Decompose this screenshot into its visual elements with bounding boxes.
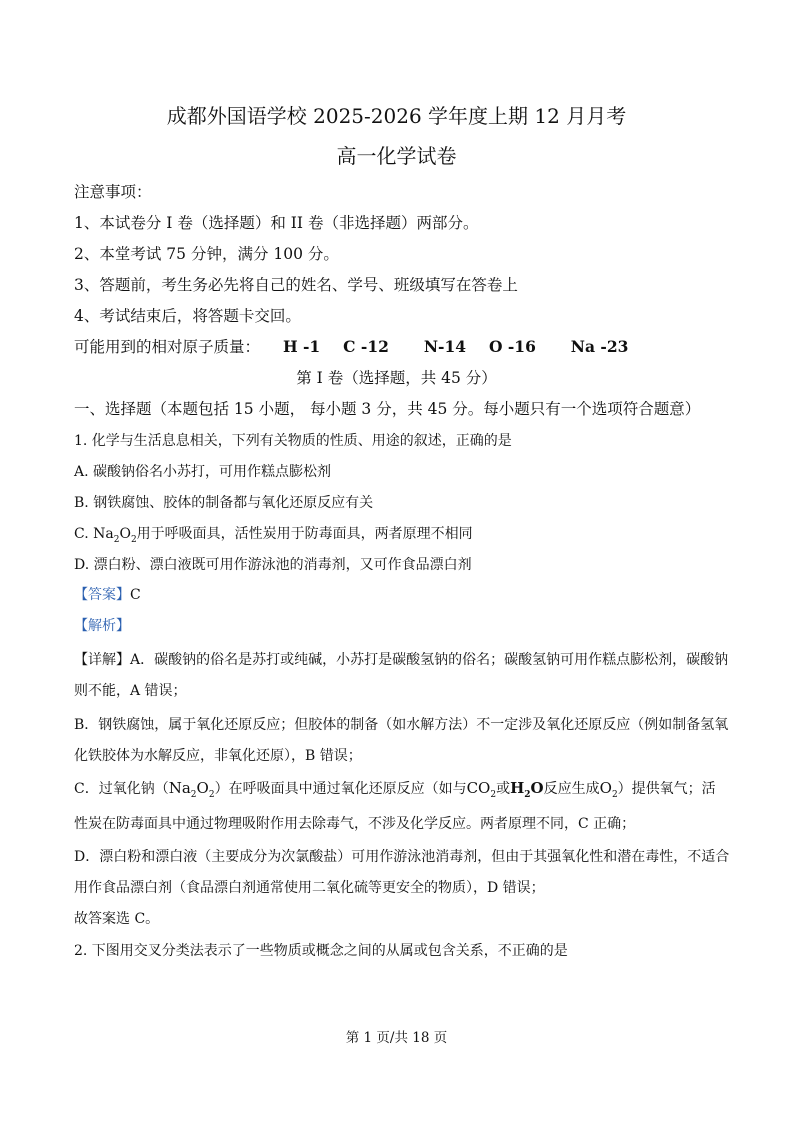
q1-option-d: D. 漂白粉、漂白液既可用作游泳池的消毒剂，又可作食品漂白剂 [74,557,472,573]
exam-subtitle: 高一化学试卷 [336,144,457,168]
notice-item-3: 3、答题前，考生务必先将自己的姓名、学号、班级填写在答卷上 [74,276,518,294]
q2-stem: 2. 下图用交叉分类法表示了一些物质或概念之间的从属或包含关系，不正确的是 [74,943,568,959]
atomic-mass-n: N-14 [423,337,467,356]
exam-title: 成都外国语学校 2025-2026 学年度上期 12 月月考 [166,104,627,128]
analysis-tag: 【解析】 [74,618,130,634]
q1-option-c-sub2: 2 [130,534,137,545]
formula-sub5: 2 [611,790,618,800]
q1-answer [74,584,141,604]
formula-o2-o: O [599,779,612,797]
formula-h2o [510,779,544,800]
q1-option-c-text: 用于呼吸面具，活性炭用于防毒面具，两者原理不相同 [136,526,473,542]
q1-conclusion: 故答案选 C。 [74,911,160,927]
detail-c-text-c: 反应生成 [543,781,600,797]
atomic-mass-c: C -12 [343,337,389,356]
q1-option-b: B. 钢铁腐蚀、胶体的制备都与氧化还原反应有关 [74,495,374,511]
q1-option-c-sub1: 2 [113,534,120,545]
formula-na: Na [168,779,191,797]
notice-item-2: 2、本堂考试 75 分钟，满分 100 分。 [74,245,339,263]
atomic-mass-line [74,335,628,357]
formula-ho: O [530,779,544,797]
detail-c-text-b: ）在呼吸面具中通过氧化还原反应（如与 [214,781,467,797]
notice-heading: 注意事项： [74,183,152,201]
detail-tag: 【详解】 [74,652,130,668]
atomic-mass-h: H -1 [282,337,321,356]
detail-c-line-2: 性炭在防毒面具中通过物理吸附作用去除毒气，不涉及化学反应。两者原理不同，C 正确； [74,816,636,832]
formula-o2 [599,779,618,800]
q1-option-c-o: O [119,526,131,542]
atomic-mass-label: 可能用到的相对原子质量： [74,338,261,356]
formula-h: H [510,779,525,797]
detail-b-line-1: B．钢铁腐蚀，属于氧化还原反应；但胶体的制备（如水解方法）不一定涉及氧化还原反应（例如制备氢氧 [74,717,729,733]
detail-d-line-2: 用作食品漂白剂（食品漂白剂通常使用二氧化硫等更安全的物质），D 错误； [74,880,545,896]
formula-sub4: 2 [524,790,531,800]
detail-d-line-1: D．漂白粉和漂白液（主要成分为次氯酸盐）可用作游泳池消毒剂，但由于其强氧化性和潜在毒性，不适合 [74,849,730,865]
detail-c-or: 或 [496,781,511,797]
formula-co2 [466,779,497,800]
atomic-mass-na: Na -23 [570,337,629,356]
formula-na2o2 [168,779,215,800]
atomic-mass-o: O -16 [488,337,536,356]
formula-o: O [196,779,209,797]
q1-option-c-prefix: C. Na [74,526,114,542]
q1-option-a: A. 碳酸钠俗名小苏打，可用作糕点膨松剂 [74,464,332,480]
detail-c-text-a: C．过氧化钠（ [74,781,169,797]
detail-a-line-2: 则不能，A 错误； [74,683,187,699]
answer-value: C [130,587,141,603]
detail-c-line-1 [74,778,716,800]
detail-b-line-2: 化铁胶体为水解反应，非氧化还原），B 错误； [74,748,362,764]
answer-tag: 【答案】 [74,587,130,603]
notice-item-4: 4、考试结束后，将答题卡交回。 [74,307,301,325]
formula-co: CO [466,779,491,797]
notice-item-1: 1、本试卷分 I 卷（选择题）和 II 卷（非选择题）两部分。 [74,214,479,232]
page-footer: 第 1 页/共 18 页 [345,1030,448,1046]
formula-sub3: 2 [490,790,497,800]
detail-c-text-d: ）提供氧气；活 [617,781,716,797]
q1-option-c [74,523,473,545]
detail-a-line-1 [74,649,728,669]
formula-sub2: 2 [208,790,215,800]
formula-sub1: 2 [190,790,197,800]
section-title: 第 I 卷（选择题，共 45 分） [296,369,497,387]
q1-stem: 1. 化学与生活息息相关，下列有关物质的性质、用途的叙述，正确的是 [74,433,512,449]
detail-a-text-1: A．碳酸钠的俗名是苏打或纯碱，小苏打是碳酸氢钠的俗名；碳酸氢钠可用作糕点膨松剂，碳酸钠 [130,652,729,668]
section-instruction: 一、选择题（本题包括 15 小题， 每小题 3 分，共 45 分。每小题只有一个选项符合题意） [74,400,701,418]
